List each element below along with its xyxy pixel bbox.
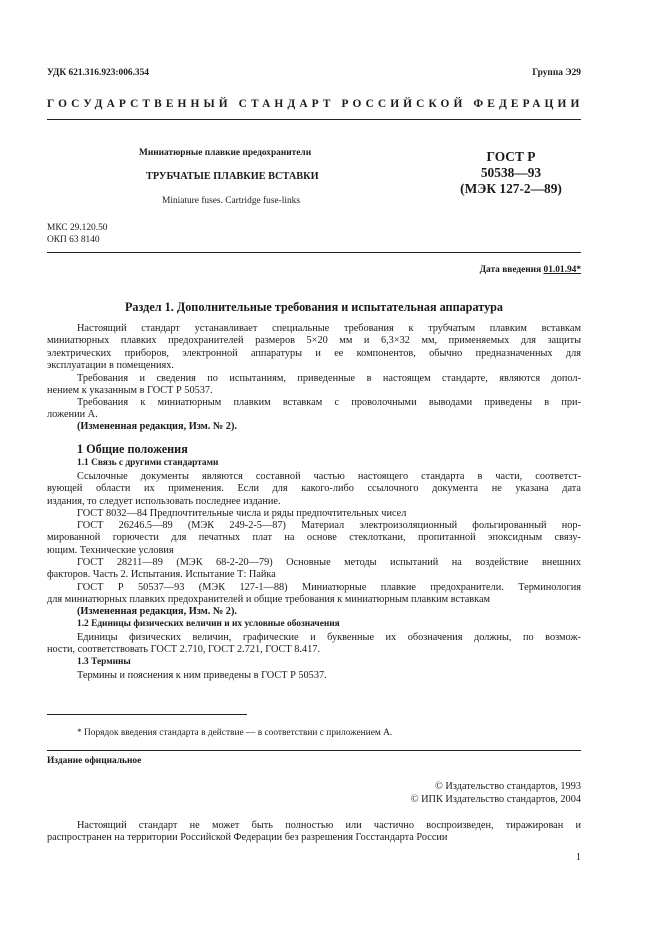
intro-date-value: 01.01.94* — [543, 265, 581, 275]
amendment-note-1: (Измененная редакция, Изм. № 2). — [77, 421, 237, 432]
references-line-1: Ссылочные документы являются составной частью настоящего стандарта в части, соответст- — [77, 471, 581, 482]
units-line-1: Единицы физических величин, графические и буквенные их обозначения должны, по возмож- — [77, 632, 581, 643]
ref-50537-line-2: для миниатюрных плавких предохранителей и общие требования к миниатюрным плавким вставкам — [47, 594, 491, 606]
udk-code: УДК 621.316.923:006.354 — [47, 68, 149, 78]
section-heading: Раздел 1. Дополнительные требования и испытательная аппаратура — [124, 300, 504, 314]
scope-line-2: миниатюрных плавких предохранителей размеров 5×20 мм и 6,3×32 мм, применяемых для защиты — [47, 335, 581, 347]
scope-line-4: эксплуатации в помещениях. — [47, 360, 174, 372]
paragraph-units — [47, 632, 581, 657]
ref-28211-line-2: факторов. Часть 2. Испытания. Испытание Т: Пайка — [47, 569, 276, 581]
general-heading: 1 Общие положения — [77, 442, 188, 456]
subsection-1-2-heading: 1.2 Единицы физических величин и их условные обозначения — [77, 619, 340, 629]
references-line-3: издания, то следует использовать последнее издание. — [47, 495, 281, 507]
units-line-2: ности, соответствовать ГОСТ 2.710, ГОСТ 2.721, ГОСТ 8.417. — [47, 644, 321, 656]
reference-gost-50537 — [47, 582, 581, 607]
scope-line-3: электрических приборов, электронной аппаратуры и ее компонентов, обычно предназначенных для — [47, 347, 581, 359]
footnote: * Порядок введения стандарта в действие — в соответствии с приложением А. — [77, 728, 393, 738]
document-title: ТРУБЧАТЫЕ ПЛАВКИЕ ВСТАВКИ — [146, 171, 319, 182]
reference-gost-8032 — [47, 508, 581, 520]
group-code: Группа Э29 — [532, 68, 581, 78]
ref-28211-line-1: ГОСТ 28211—89 (МЭК 68-2-20—79) Основные методы испытаний на воздействие внешних — [77, 557, 581, 568]
paragraph-wire-leads — [47, 397, 581, 422]
terms-paragraph: Термины и пояснения к ним приведены в ГОСТ Р 50537. — [77, 670, 327, 681]
paragraph-requirements — [47, 373, 581, 398]
document-subtitle: Миниатюрные плавкие предохранители — [139, 148, 312, 158]
copyright-line-1: © Издательство стандартов, 1993 — [435, 781, 581, 792]
references-line-2: вующей области их применения. Если для какого-либо ссылочного документа не указана дата — [47, 483, 581, 495]
paragraph-scope — [47, 323, 581, 373]
gost-line-3: (МЭК 127-2—89) — [460, 181, 562, 196]
notice-line-2: распространен на территории Российской Федерации без разрешения Госстандарта России — [47, 832, 448, 844]
official-edition-divider — [47, 750, 581, 751]
header-divider — [47, 119, 581, 120]
subsection-1-3-heading: 1.3 Термины — [77, 657, 131, 667]
scope-line-1: Настоящий стандарт устанавливает специальные требования к трубчатым плавким вставкам — [77, 323, 581, 334]
ref-8032-line: ГОСТ 8032—84 Предпочтительные числа и ряды предпочтительных чисел — [77, 508, 407, 519]
subsection-1-1-heading: 1.1 Связь с другими стандартами — [77, 458, 219, 468]
requirements-line-2: нением к указанным в ГОСТ Р 50537. — [47, 385, 213, 397]
reference-gost-26246 — [47, 520, 581, 557]
state-standard-heading: ГОСУДАРСТВЕННЫЙ СТАНДАРТ РОССИЙСКОЙ ФЕДЕРАЦИИ — [47, 98, 584, 110]
gost-number-block — [454, 149, 568, 197]
amendment-note-2: (Измененная редакция, Изм. № 2). — [77, 606, 237, 617]
wire-leads-line-1: Требования к миниатюрным плавким вставкам с проволочными выводами приведены в при- — [77, 397, 581, 408]
page-number: 1 — [575, 852, 581, 863]
copyright-line-2: © ИПК Издательство стандартов, 2004 — [410, 794, 581, 805]
reproduction-notice — [47, 820, 581, 845]
okp-code: ОКП 63 8140 — [47, 235, 100, 245]
wire-leads-line-2: ложении А. — [47, 409, 98, 421]
intro-date — [480, 265, 581, 275]
classification-divider — [47, 252, 581, 253]
notice-line-1: Настоящий стандарт не может быть полностью или частично воспроизведен, тиражирован и — [77, 820, 581, 831]
ref-26246-line-2: мированной горючести для печатных плат на основе стеклоткани, пропитанной эпоксидным связу- — [47, 532, 581, 544]
english-title: Miniature fuses. Cartridge fuse-links — [162, 196, 300, 206]
footnote-divider — [47, 714, 247, 715]
ref-26246-line-1: ГОСТ 26246.5—89 (МЭК 249-2-5—87) Материал электроизоляционный фольгированный нор- — [77, 520, 581, 531]
ref-50537-line-1: ГОСТ Р 50537—93 (МЭК 127-1—88) Миниатюрные плавкие предохранители. Терминология — [77, 582, 581, 593]
requirements-line-1: Требования и сведения по испытаниям, приведенные в настоящем стандарте, являются допол- — [77, 373, 581, 384]
gost-line-1: ГОСТ Р — [486, 149, 536, 164]
gost-line-2: 50538—93 — [480, 165, 542, 180]
mks-code: МКС 29.120.50 — [47, 223, 108, 233]
ref-26246-line-3: ющим. Технические условия — [47, 544, 174, 556]
official-edition-label: Издание официальное — [47, 756, 142, 766]
intro-date-label: Дата введения — [479, 265, 542, 275]
reference-gost-28211 — [47, 557, 581, 582]
paragraph-references — [47, 471, 581, 508]
